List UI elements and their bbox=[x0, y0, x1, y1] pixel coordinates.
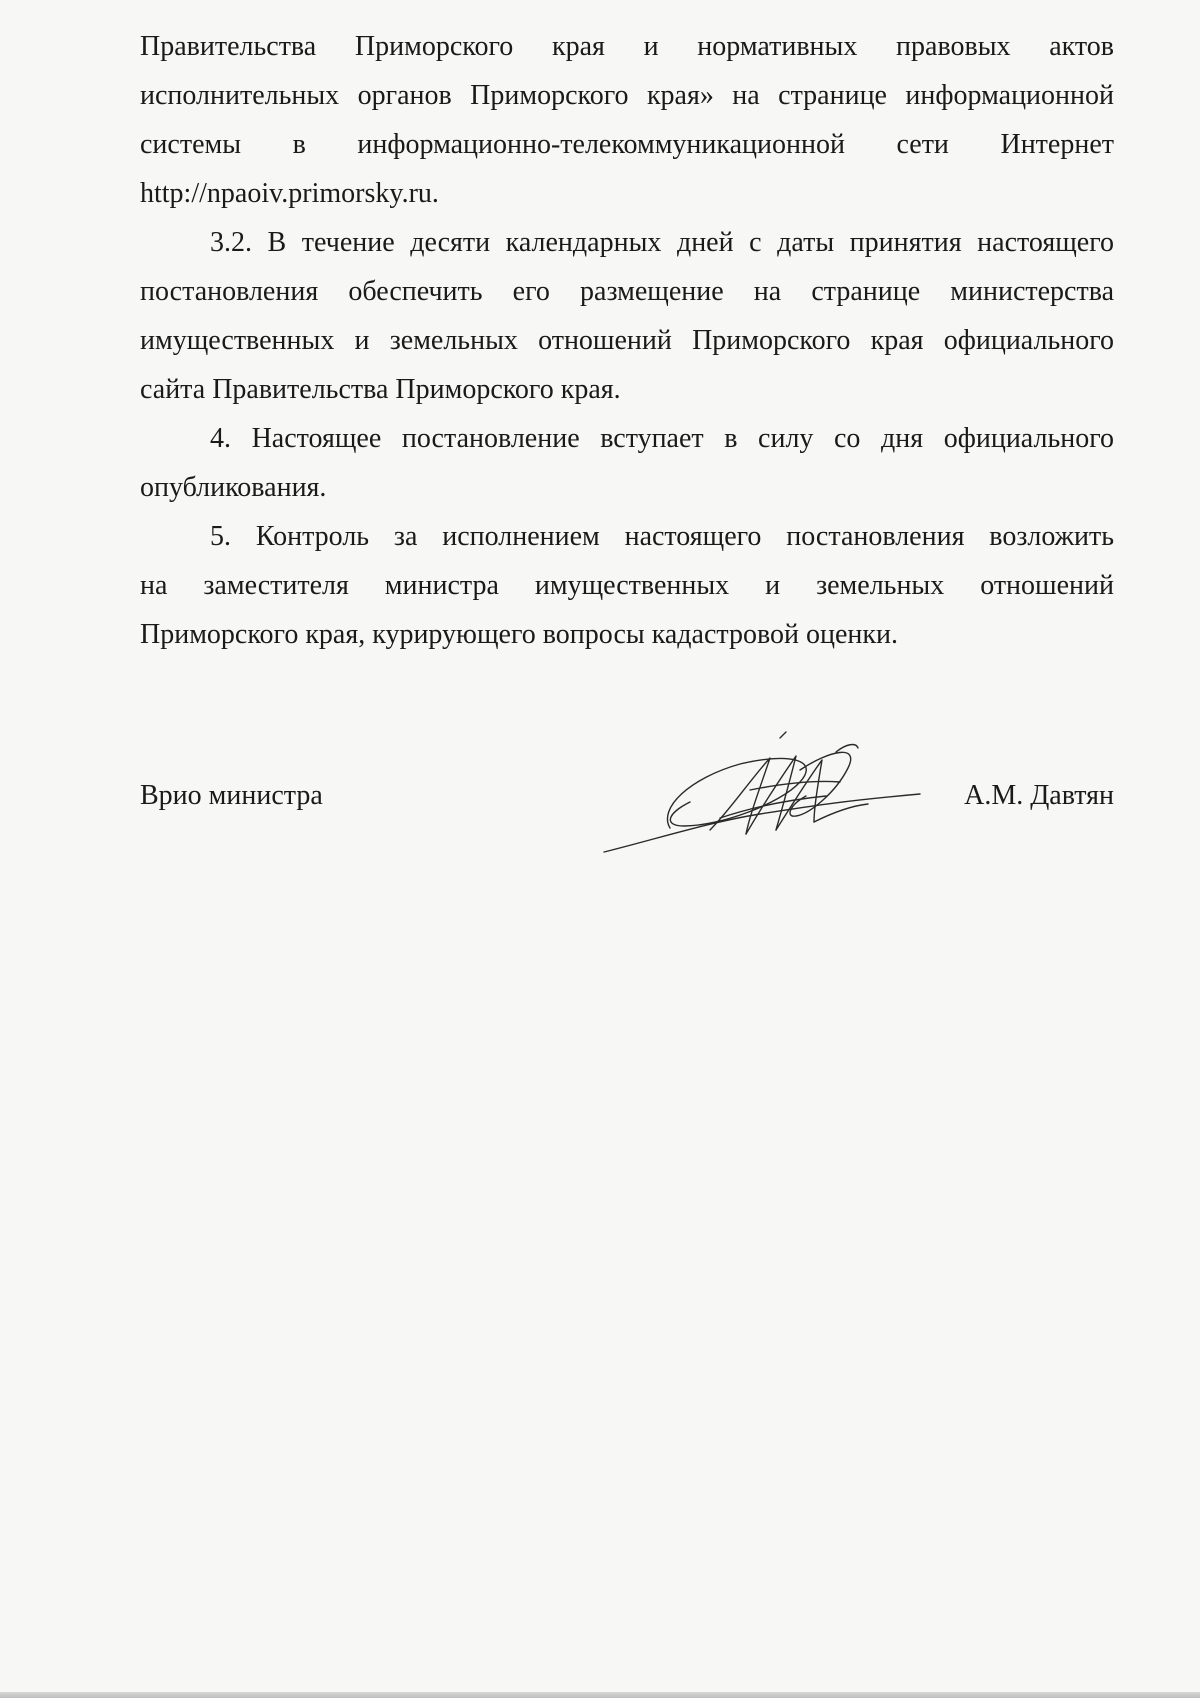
paragraph-5 bbox=[140, 512, 1114, 659]
paragraph-3-2 bbox=[140, 218, 1114, 414]
text-line: постановления обеспечить его размещение на странице министерства bbox=[140, 276, 1114, 307]
document-body bbox=[140, 22, 1114, 659]
paragraph-continuation bbox=[140, 22, 1114, 218]
text-line-url: http://npaoiv.primorsky.ru. bbox=[140, 178, 439, 209]
text-line: сайта Правительства Приморского края. bbox=[140, 374, 621, 405]
handwritten-signature-icon bbox=[600, 730, 960, 860]
paragraph-4 bbox=[140, 414, 1114, 512]
text-line: 3.2. В течение десяти календарных дней с даты принятия настоящего bbox=[210, 227, 1114, 258]
text-line: опубликования. bbox=[140, 472, 327, 503]
signatory-title: Врио министра bbox=[140, 780, 323, 811]
signature-block bbox=[140, 780, 1114, 860]
text-line: имущественных и земельных отношений Приморского края официального bbox=[140, 325, 1114, 356]
signatory-name: А.М. Давтян bbox=[964, 780, 1114, 811]
text-line: системы в информационно-телекоммуникационной сети Интернет bbox=[140, 129, 1114, 160]
text-line: исполнительных органов Приморского края» на странице информационной bbox=[140, 80, 1114, 111]
text-line: 4. Настоящее постановление вступает в силу со дня официального bbox=[210, 423, 1114, 454]
text-line: 5. Контроль за исполнением настоящего постановления возложить bbox=[210, 521, 1114, 552]
text-line: Правительства Приморского края и нормативных правовых актов bbox=[140, 31, 1114, 62]
text-line: Приморского края, курирующего вопросы кадастровой оценки. bbox=[140, 619, 898, 650]
text-line: на заместителя министра имущественных и земельных отношений bbox=[140, 570, 1114, 601]
